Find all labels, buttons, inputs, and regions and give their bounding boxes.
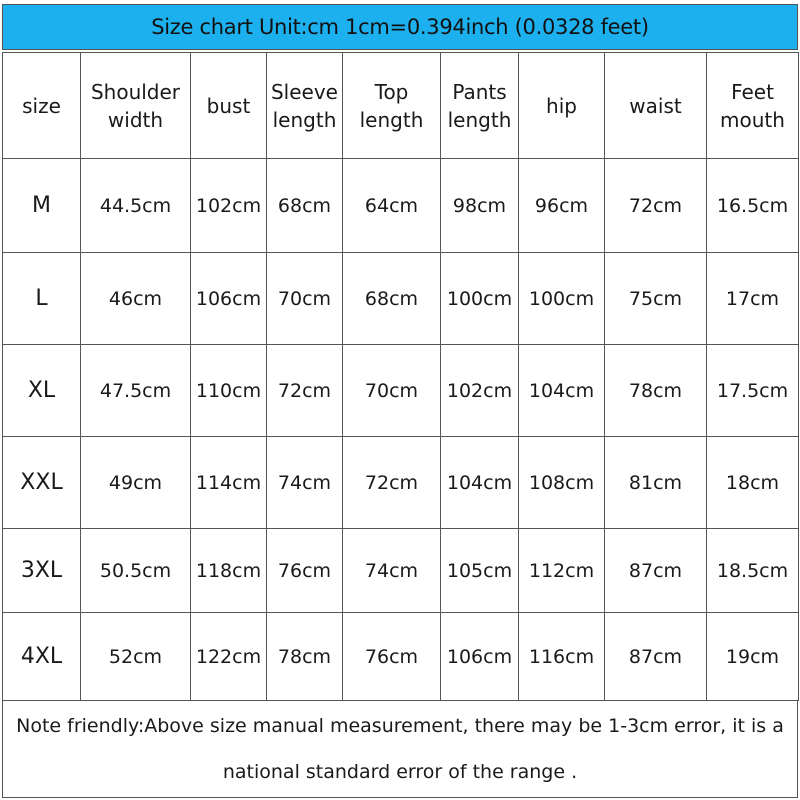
header-shoulder-width: Shoulder width bbox=[81, 53, 191, 159]
table-cell: 87cm bbox=[605, 529, 707, 613]
note-text: Note friendly:Above size manual measurement, there may be 1-3cm error, it is a national standard error of the range . bbox=[2, 700, 798, 798]
table-cell: 98cm bbox=[441, 159, 519, 253]
table-cell: 64cm bbox=[343, 159, 441, 253]
header-size: size bbox=[3, 53, 81, 159]
table-row bbox=[3, 613, 799, 701]
table-cell: 122cm bbox=[191, 613, 267, 701]
table-cell: 68cm bbox=[267, 159, 343, 253]
table-cell: 44.5cm bbox=[81, 159, 191, 253]
table-row bbox=[3, 159, 799, 253]
table-cell: 18.5cm bbox=[707, 529, 799, 613]
table-cell: 78cm bbox=[605, 345, 707, 437]
size-cell: XXL bbox=[3, 437, 81, 529]
table-cell: 18cm bbox=[707, 437, 799, 529]
table-cell: 17.5cm bbox=[707, 345, 799, 437]
table-cell: 47.5cm bbox=[81, 345, 191, 437]
table-cell: 106cm bbox=[191, 253, 267, 345]
table-cell: 72cm bbox=[605, 159, 707, 253]
table-cell: 104cm bbox=[441, 437, 519, 529]
header-hip: hip bbox=[519, 53, 605, 159]
header-pants-length: Pants length bbox=[441, 53, 519, 159]
header-sleeve-length: Sleeve length bbox=[267, 53, 343, 159]
table-cell: 70cm bbox=[343, 345, 441, 437]
table-cell: 100cm bbox=[519, 253, 605, 345]
table-cell: 110cm bbox=[191, 345, 267, 437]
size-cell: XL bbox=[3, 345, 81, 437]
table-cell: 72cm bbox=[343, 437, 441, 529]
header-bust: bust bbox=[191, 53, 267, 159]
table-cell: 50.5cm bbox=[81, 529, 191, 613]
table-cell: 17cm bbox=[707, 253, 799, 345]
table-cell: 87cm bbox=[605, 613, 707, 701]
table-cell: 72cm bbox=[267, 345, 343, 437]
header-row bbox=[3, 53, 799, 159]
table-cell: 105cm bbox=[441, 529, 519, 613]
size-cell: L bbox=[3, 253, 81, 345]
table-cell: 96cm bbox=[519, 159, 605, 253]
table-cell: 114cm bbox=[191, 437, 267, 529]
table-cell: 78cm bbox=[267, 613, 343, 701]
table-cell: 100cm bbox=[441, 253, 519, 345]
table-cell: 75cm bbox=[605, 253, 707, 345]
table-cell: 102cm bbox=[191, 159, 267, 253]
table-cell: 16.5cm bbox=[707, 159, 799, 253]
table-cell: 108cm bbox=[519, 437, 605, 529]
table-cell: 52cm bbox=[81, 613, 191, 701]
table-cell: 76cm bbox=[343, 613, 441, 701]
table-row bbox=[3, 529, 799, 613]
table-row bbox=[3, 345, 799, 437]
table-cell: 118cm bbox=[191, 529, 267, 613]
table-cell: 68cm bbox=[343, 253, 441, 345]
table-cell: 102cm bbox=[441, 345, 519, 437]
header-feet-mouth: Feet mouth bbox=[707, 53, 799, 159]
header-top-length: Top length bbox=[343, 53, 441, 159]
table-cell: 104cm bbox=[519, 345, 605, 437]
chart-title: Size chart Unit:cm 1cm=0.394inch (0.0328 feet) bbox=[2, 4, 798, 50]
table-cell: 76cm bbox=[267, 529, 343, 613]
table-cell: 116cm bbox=[519, 613, 605, 701]
size-cell: 3XL bbox=[3, 529, 81, 613]
table-cell: 46cm bbox=[81, 253, 191, 345]
table-cell: 19cm bbox=[707, 613, 799, 701]
table-cell: 81cm bbox=[605, 437, 707, 529]
table-cell: 112cm bbox=[519, 529, 605, 613]
size-cell: 4XL bbox=[3, 613, 81, 701]
table-cell: 70cm bbox=[267, 253, 343, 345]
table-cell: 106cm bbox=[441, 613, 519, 701]
table-cell: 74cm bbox=[267, 437, 343, 529]
table-row bbox=[3, 253, 799, 345]
size-cell: M bbox=[3, 159, 81, 253]
table-cell: 74cm bbox=[343, 529, 441, 613]
size-table bbox=[2, 52, 799, 701]
header-waist: waist bbox=[605, 53, 707, 159]
table-row bbox=[3, 437, 799, 529]
table-cell: 49cm bbox=[81, 437, 191, 529]
